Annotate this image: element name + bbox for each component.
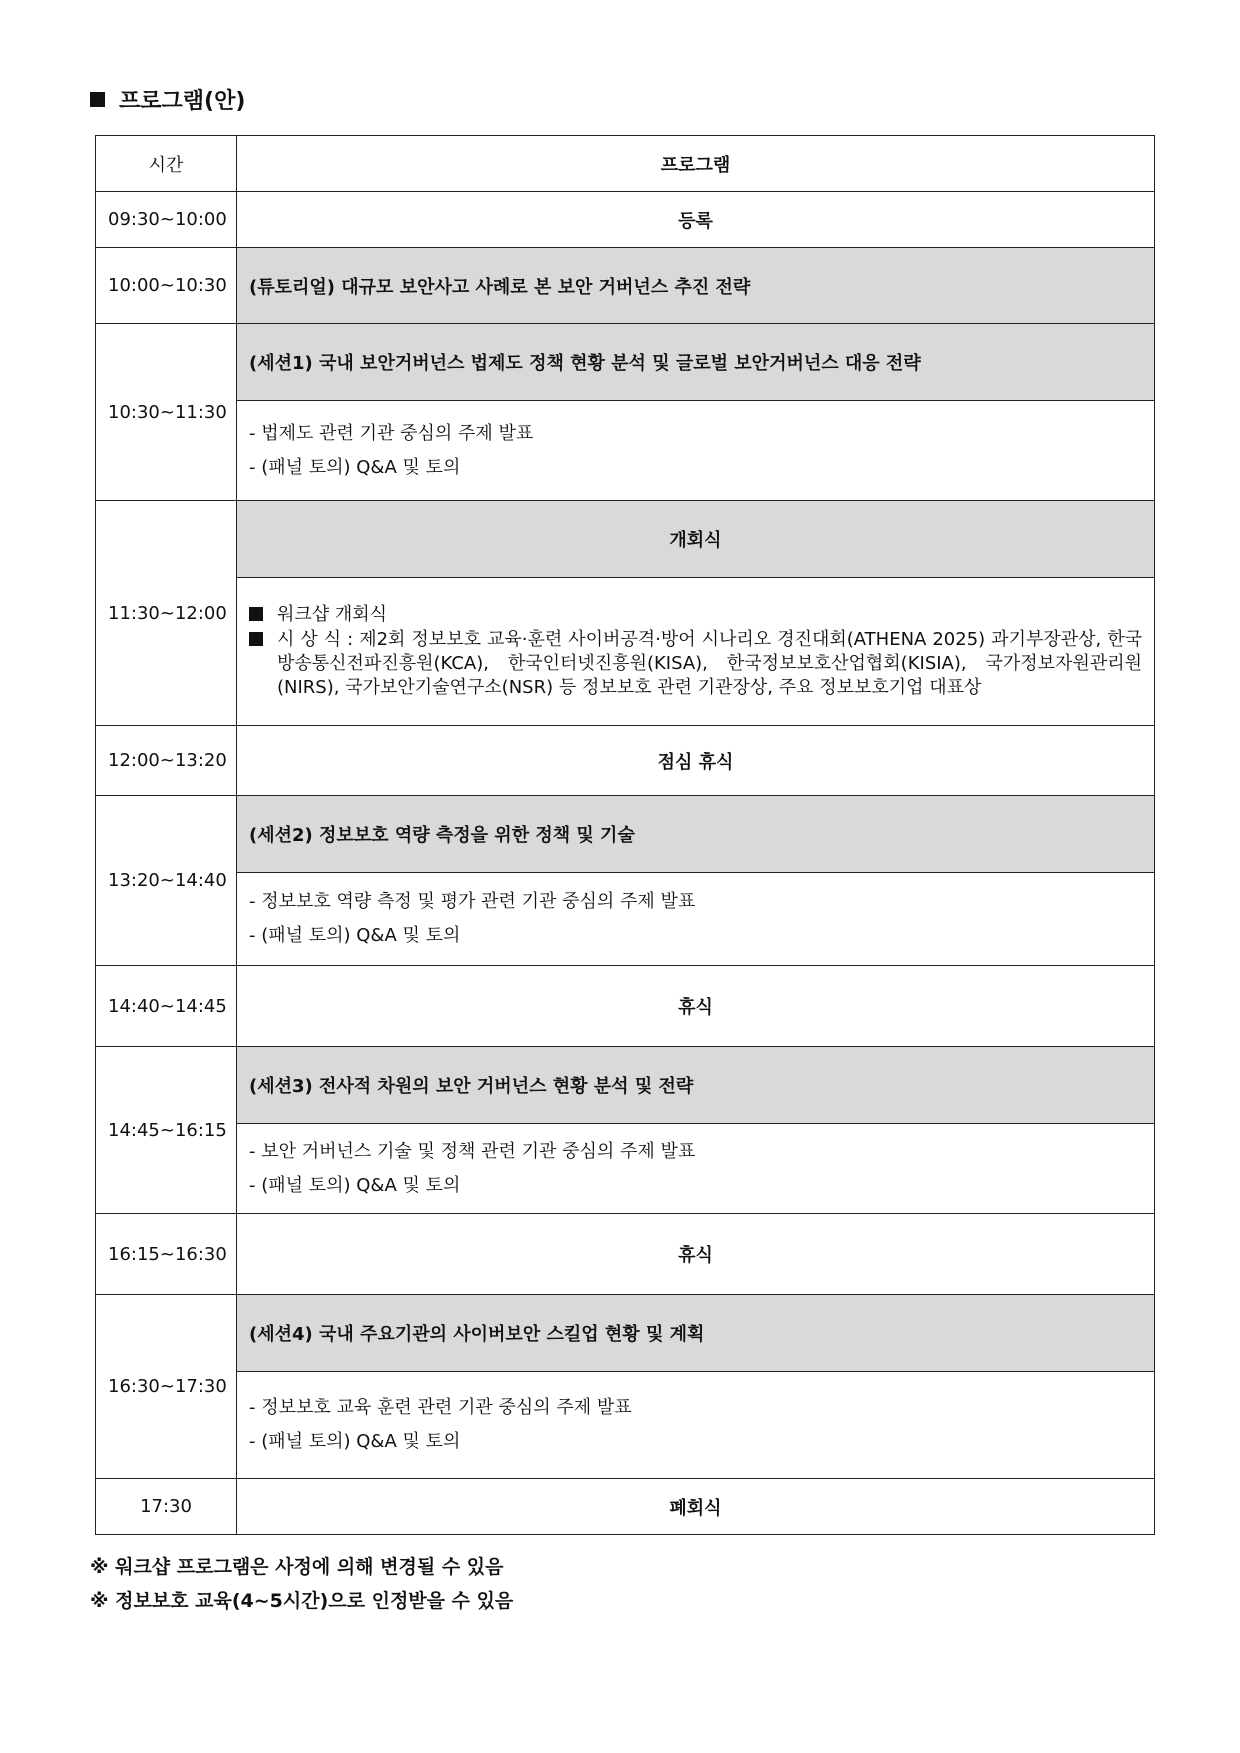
square-bullet-icon (249, 632, 263, 646)
table-row-session3-detail (96, 1124, 1155, 1214)
table-row-session2-title (96, 796, 1155, 873)
detail-item: - (패널 토의) Q&A 및 토의 (249, 456, 461, 478)
detail-item: - (패널 토의) Q&A 및 토의 (249, 925, 461, 946)
time-cell: 16:30~17:30 (96, 1295, 237, 1479)
time-cell: 17:30 (96, 1479, 237, 1535)
time-cell: 11:30~12:00 (96, 501, 237, 726)
session-details (237, 401, 1155, 501)
session-title: (세션1) 국내 보안거버넌스 법제도 정책 현황 분석 및 글로벌 보안거버넌스 대응 전략 (237, 324, 1155, 401)
time-cell: 14:40~14:45 (96, 966, 237, 1047)
session-details (237, 1372, 1155, 1479)
table-row-session2-detail (96, 873, 1155, 966)
table-row-break2 (96, 1214, 1155, 1295)
session-details (237, 873, 1155, 966)
session-title: (세션2) 정보보호 역량 측정을 위한 정책 및 기술 (237, 796, 1155, 873)
program-cell: 휴식 (237, 966, 1155, 1047)
program-cell: 등록 (237, 192, 1155, 248)
program-cell: 점심 휴식 (237, 726, 1155, 796)
detail-item: - (패널 토의) Q&A 및 토의 (249, 1431, 461, 1452)
program-cell: 폐회식 (237, 1479, 1155, 1535)
session-title: (세션4) 국내 주요기관의 사이버보안 스킬업 현황 및 계획 (237, 1295, 1155, 1372)
time-cell: 10:00~10:30 (96, 248, 237, 324)
program-table (95, 135, 1155, 1535)
table-row-session1-detail (96, 401, 1155, 501)
table-row-session4-title (96, 1295, 1155, 1372)
table-row-session4-detail (96, 1372, 1155, 1479)
session-title: 개회식 (237, 501, 1155, 578)
time-cell: 10:30~11:30 (96, 324, 237, 501)
bullet-item: 워크샵 개회식 (249, 603, 1142, 628)
bullet-item: 시 상 식 : 제2회 정보보호 교육·훈련 사이버공격·방어 시나리오 경진대회(ATHENA 2025) 과기부장관상, 한국방송통신전파진흥원(KCA), 한국인터넷진흥원(KISA), 한국정보보호산업협회(KISIA), 국가정보자원관리원(NIRS), 국가보안기술연구소(NSR) 등 정보보호 관련 기관장상, 주요 정보보호기업 대표상 (249, 628, 1142, 700)
opening-details (237, 578, 1155, 726)
footnote: ※ 워크샵 프로그램은 사정에 의해 변경될 수 있음 (90, 1556, 504, 1578)
footnotes (90, 1550, 513, 1618)
table-row-session3-title (96, 1047, 1155, 1124)
table-header-row (96, 136, 1155, 192)
time-cell: 14:45~16:15 (96, 1047, 237, 1214)
session-title: (튜토리얼) 대규모 보안사고 사례로 본 보안 거버넌스 추진 전략 (237, 248, 1155, 324)
session-title: (세션3) 전사적 차원의 보안 거버넌스 현황 분석 및 전략 (237, 1047, 1155, 1124)
table-row-session1-title (96, 324, 1155, 401)
detail-item: - 정보보호 교육 훈련 관련 기관 중심의 주제 발표 (249, 1397, 632, 1418)
table-row-break1 (96, 966, 1155, 1047)
detail-item: - 정보보호 역량 측정 및 평가 관련 기관 중심의 주제 발표 (249, 891, 696, 912)
table-row-opening-detail (96, 578, 1155, 726)
time-cell: 09:30~10:00 (96, 192, 237, 248)
header-time: 시간 (96, 136, 237, 192)
section-heading (90, 84, 245, 115)
square-bullet-icon (249, 607, 263, 621)
detail-item: - 보안 거버넌스 기술 및 정책 관련 기관 중심의 주제 발표 (249, 1140, 696, 1162)
header-program: 프로그램 (237, 136, 1155, 192)
footnote: ※ 정보보호 교육(4~5시간)으로 인정받을 수 있음 (90, 1590, 514, 1612)
table-row-lunch (96, 726, 1155, 796)
time-cell: 13:20~14:40 (96, 796, 237, 966)
table-row-tutorial (96, 248, 1155, 324)
table-row-registration (96, 192, 1155, 248)
detail-item: - 법제도 관련 기관 중심의 주제 발표 (249, 422, 534, 444)
program-cell: 휴식 (237, 1214, 1155, 1295)
session-details (237, 1124, 1155, 1214)
detail-item: - (패널 토의) Q&A 및 토의 (249, 1174, 461, 1196)
time-cell: 16:15~16:30 (96, 1214, 237, 1295)
table-row-closing (96, 1479, 1155, 1535)
square-bullet-icon (90, 92, 105, 107)
time-cell: 12:00~13:20 (96, 726, 237, 796)
table-row-opening-title (96, 501, 1155, 578)
page-title: 프로그램(안) (119, 89, 246, 114)
